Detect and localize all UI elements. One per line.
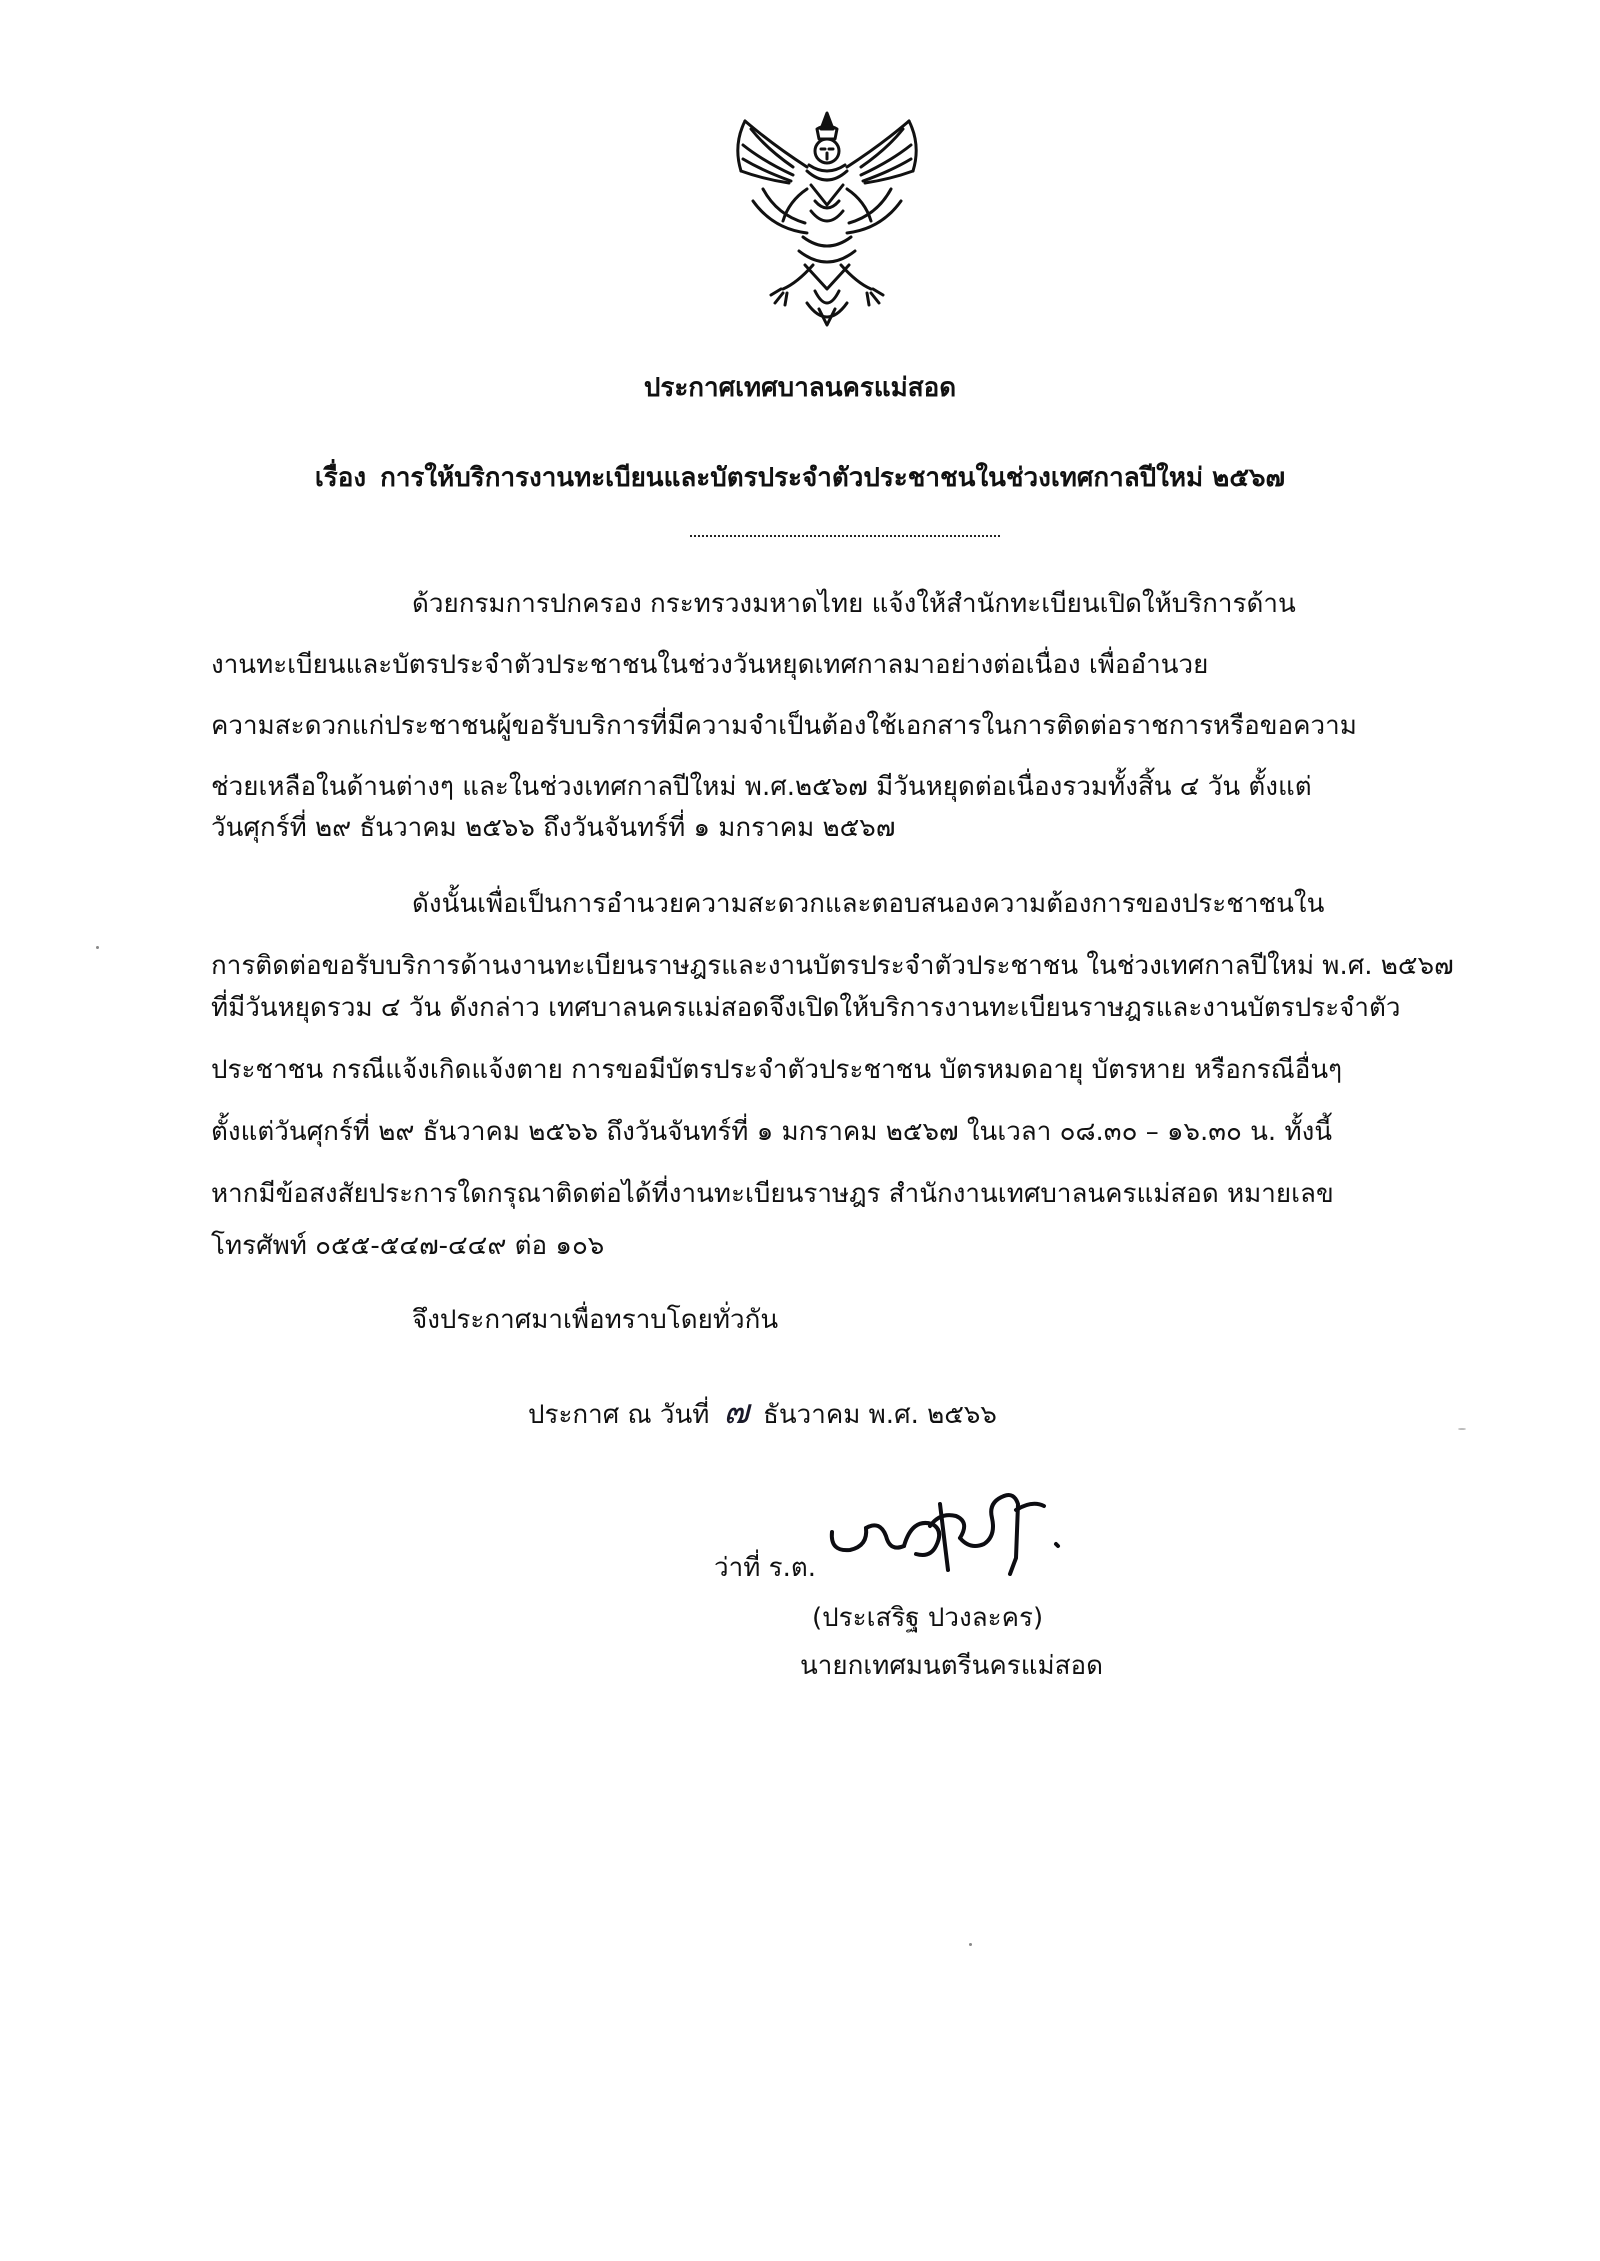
scan-speck: [969, 1943, 972, 1946]
garuda-emblem: [723, 105, 931, 331]
paragraph-1-line-1: ด้วยกรมการปกครอง กระทรวงมหาดไทย แจ้งให้สำนักทะเบียนเปิดให้บริการด้าน: [412, 589, 1296, 619]
paragraph-1-line-2: งานทะเบียนและบัตรประจำตัวประชาชนในช่วงวันหยุดเทศกาลมาอย่างต่อเนื่อง เพื่ออำนวย: [211, 650, 1209, 680]
paragraph-2-line-4: ประชาชน กรณีแจ้งเกิดแจ้งตาย การขอมีบัตรประจำตัวประชาชน บัตรหมดอายุ บัตรหาย หรือกรณีอื่นๆ: [211, 1055, 1343, 1085]
paragraph-2-line-1: ดังนั้นเพื่อเป็นการอำนวยความสะดวกและตอบสนองความต้องการของประชาชนใน: [412, 889, 1325, 919]
announce-date: [528, 1392, 997, 1435]
subject-label: เรื่อง: [314, 463, 367, 493]
paragraph-1-line-5: วันศุกร์ที่ ๒๙ ธันวาคม ๒๕๖๖ ถึงวันจันทร์ที่ ๑ มกราคม ๒๕๖๗: [211, 813, 896, 843]
dotted-divider: [690, 535, 1000, 537]
paragraph-1-line-4: ช่วยเหลือในด้านต่างๆ และในช่วงเทศกาลปีใหม่ พ.ศ.๒๕๖๗ มีวันหยุดต่อเนื่องรวมทั้งสิ้น ๔ วัน ตั้งแต่: [211, 772, 1312, 802]
signer-position: นายกเทศมนตรีนครแม่สอด: [800, 1651, 1104, 1681]
announce-date-prefix: ประกาศ ณ วันที่: [528, 1400, 710, 1430]
acting-rank-label: ว่าที่ ร.ต.: [714, 1553, 816, 1583]
paragraph-2-line-7: โทรศัพท์ ๐๕๕-๕๔๗-๔๔๙ ต่อ ๑๐๖: [211, 1231, 605, 1261]
paragraph-2-line-3: ที่มีวันหยุดรวม ๔ วัน ดังกล่าว เทศบาลนครแม่สอดจึงเปิดให้บริการงานทะเบียนราษฎรและงานบัตรประจำตัว: [211, 993, 1401, 1023]
announce-date-suffix: ธันวาคม พ.ศ. ๒๕๖๖: [763, 1400, 997, 1430]
announcement-title: ประกาศเทศบาลนครแม่สอด: [643, 373, 957, 403]
signer-name: (ประเสริฐ ปวงละคร): [812, 1603, 1044, 1633]
paragraph-2-line-6: หากมีข้อสงสัยประการใดกรุณาติดต่อได้ที่งานทะเบียนราษฎร สำนักงานเทศบาลนครแม่สอด หมายเลข: [211, 1179, 1334, 1209]
subject-text: การให้บริการงานทะเบียนและบัตรประจำตัวประชาชนในช่วงเทศกาลปีใหม่ ๒๕๖๗: [380, 463, 1286, 493]
paragraph-2-line-5: ตั้งแต่วันศุกร์ที่ ๒๙ ธันวาคม ๒๕๖๖ ถึงวันจันทร์ที่ ๑ มกราคม ๒๕๖๗ ในเวลา ๐๘.๓๐ – ๑๖.๓๐ น. ทั้งนี้: [211, 1117, 1333, 1147]
subject-line: [0, 458, 1600, 498]
closing-line: จึงประกาศมาเพื่อทราบโดยทั่วกัน: [412, 1305, 779, 1335]
paragraph-2-line-2: การติดต่อขอรับบริการด้านงานทะเบียนราษฎรและงานบัตรประจำตัวประชาชน ในช่วงเทศกาลปีใหม่ พ.ศ. ๒๕๖๗: [211, 951, 1454, 981]
announce-date-day: ๗: [723, 1392, 750, 1432]
scan-speck: [1458, 1428, 1466, 1430]
scan-speck: [96, 946, 99, 949]
handwritten-signature: [820, 1466, 1100, 1576]
paragraph-1-line-3: ความสะดวกแก่ประชาชนผู้ขอรับบริการที่มีความจำเป็นต้องใช้เอกสารในการติดต่อราชการหรือขอความ: [211, 711, 1357, 741]
